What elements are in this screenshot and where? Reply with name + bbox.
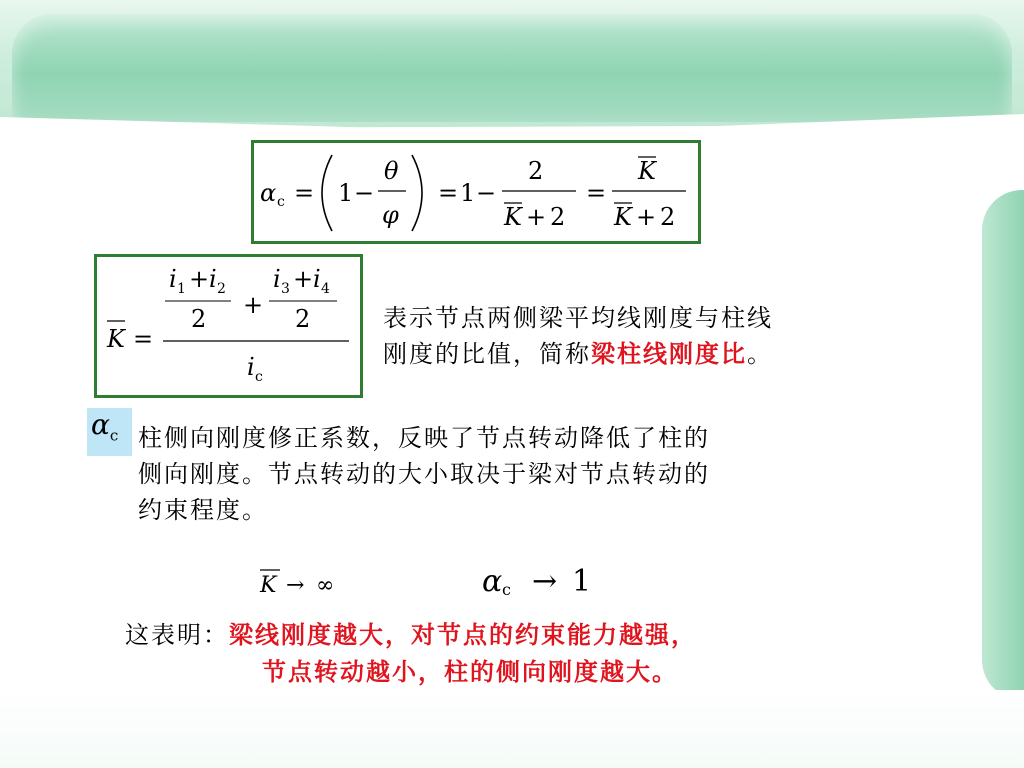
svg-text:K: K — [504, 203, 522, 231]
k-bar-formula — [97, 257, 360, 395]
svg-text:K: K — [107, 325, 125, 353]
ratio-note-line1: 表示节点两侧梁平均线刚度与柱线 — [383, 304, 773, 332]
svg-text:c: c — [255, 369, 263, 385]
svg-text:=: = — [294, 179, 315, 207]
svg-text:=: = — [133, 325, 154, 353]
svg-text:→: → — [286, 573, 305, 598]
alpha-formula — [254, 143, 698, 241]
svg-text:2: 2 — [217, 281, 226, 297]
svg-text:2: 2 — [295, 305, 311, 333]
alpha-c-symbol: $\alpha_c$ — [87, 408, 132, 456]
svg-text:2: 2 — [191, 305, 207, 333]
svg-text:2: 2 — [660, 203, 676, 231]
conclusion-text-2: 节点转动越小，柱的侧向刚度越大。 — [262, 658, 678, 686]
svg-text:α: α — [482, 564, 503, 599]
svg-text:1: 1 — [572, 564, 592, 599]
svg-text:α: α — [260, 179, 277, 207]
svg-text:+: + — [526, 203, 547, 231]
svg-text:3: 3 — [281, 281, 290, 297]
svg-text:+: + — [293, 265, 314, 293]
header-band — [12, 14, 1012, 122]
k-bar-formula-box — [94, 254, 363, 398]
svg-text:+: + — [243, 291, 264, 319]
ratio-note-suffix: 。 — [747, 340, 773, 368]
svg-text:K: K — [260, 573, 277, 598]
svg-text:φ: φ — [382, 201, 399, 229]
svg-text:2: 2 — [550, 203, 566, 231]
svg-text:−: − — [354, 179, 375, 207]
svg-text:−: − — [476, 179, 497, 207]
description-line: 柱侧向刚度修正系数，反映了节点转动降低了柱的 — [138, 424, 710, 452]
svg-text:1: 1 — [177, 281, 186, 297]
description-line: 约束程度。 — [138, 496, 268, 524]
conclusion-label: 这表明： — [125, 621, 229, 649]
svg-text:+: + — [636, 203, 657, 231]
svg-text:4: 4 — [321, 281, 330, 297]
svg-text:=: = — [586, 179, 607, 207]
conclusion-line1 — [125, 617, 697, 653]
svg-text:i: i — [169, 265, 177, 293]
right-decoration — [982, 190, 1024, 700]
svg-text:+: + — [189, 265, 210, 293]
svg-text:∞: ∞ — [316, 573, 335, 598]
svg-text:=: = — [438, 179, 459, 207]
svg-text:c: c — [277, 194, 285, 210]
svg-text:c: c — [502, 580, 511, 599]
footer-background — [0, 690, 1024, 768]
svg-text:2: 2 — [528, 157, 544, 185]
svg-text:θ: θ — [384, 157, 399, 185]
ratio-note-line2 — [383, 336, 773, 372]
ratio-note-prefix: 刚度的比值，简称 — [383, 340, 591, 368]
svg-text:→: → — [532, 564, 558, 599]
conclusion-text-1: 梁线刚度越大，对节点的约束能力越强， — [229, 621, 697, 649]
svg-text:i: i — [273, 265, 281, 293]
svg-text:K: K — [614, 203, 632, 231]
correction-coefficient-description — [138, 420, 710, 528]
beam-column-stiffness-ratio-term: 梁柱线刚度比 — [591, 340, 747, 368]
k-limit-formula — [258, 566, 358, 600]
description-line: 侧向刚度。节点转动的大小取决于梁对节点转动的 — [138, 460, 710, 488]
svg-text:K: K — [638, 157, 656, 185]
svg-text:i: i — [313, 265, 321, 293]
alpha-limit-formula — [480, 561, 610, 601]
alpha-formula-box — [251, 140, 701, 244]
svg-text:i: i — [247, 353, 255, 381]
svg-text:1: 1 — [460, 179, 476, 207]
svg-text:i: i — [209, 265, 217, 293]
svg-text:1: 1 — [338, 179, 354, 207]
